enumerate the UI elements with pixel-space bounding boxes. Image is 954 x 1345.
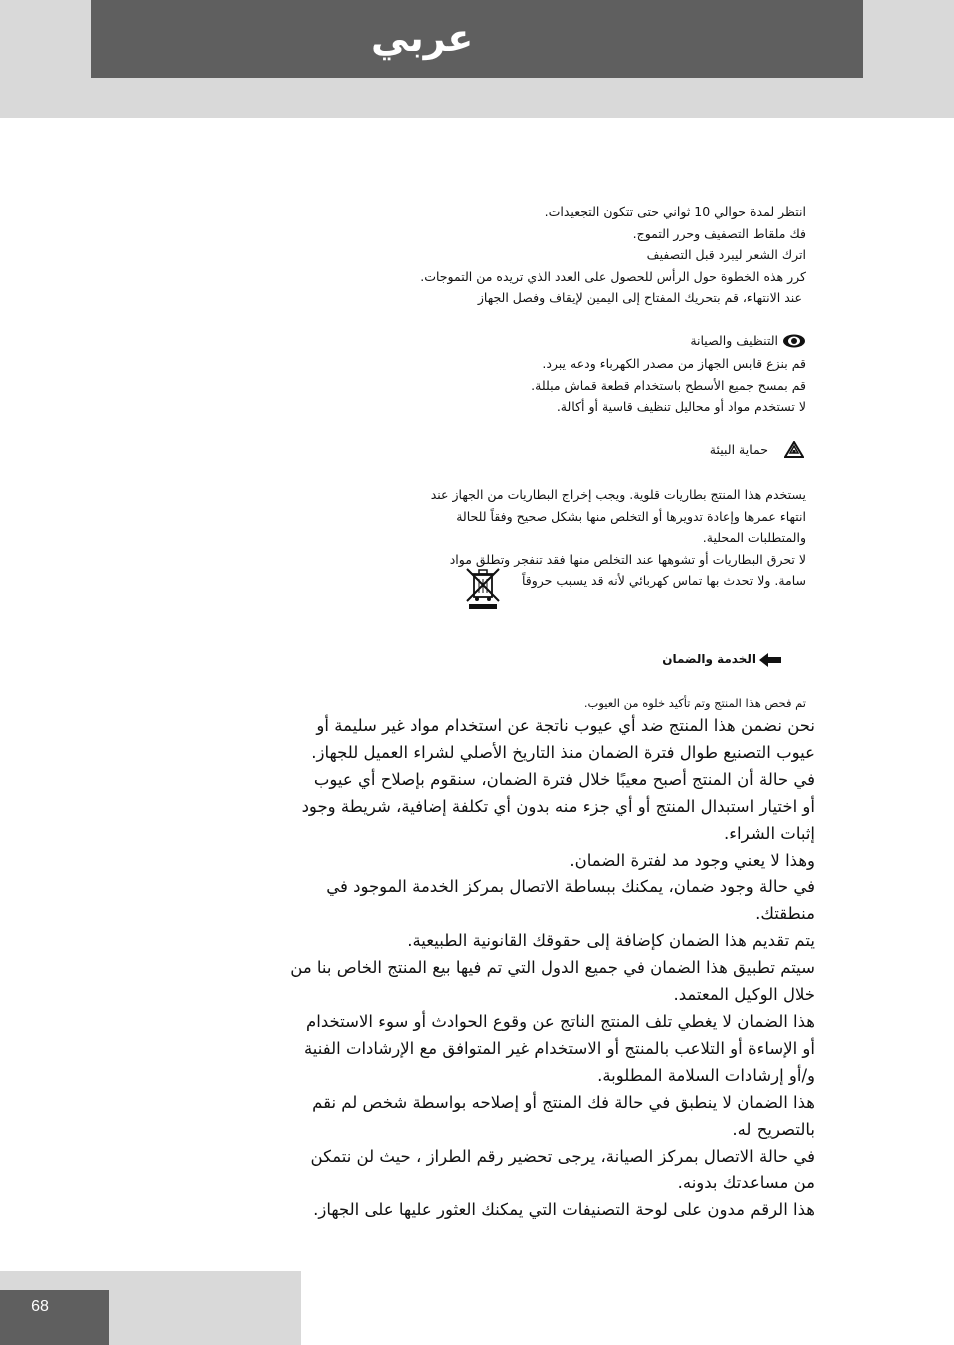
warranty-text [290,713,815,1224]
list-item: يتم تقديم هذا الضمان كإضافة إلى حقوقك القانونية الطبيعية. [407,931,815,951]
environment-lines [396,484,806,592]
list-item: لا تستخدم مواد أو محاليل تنظيف قاسية أو أكالة. [556,399,806,414]
list-item: نحن نضمن هذا المنتج ضد أي عيوب ناتجة عن استخدام مواد غير سليمة أو [316,716,815,735]
service-intro: تم فحص هذا المنتج وتم تأكيد خلوه من العيوب. [583,696,806,710]
header-box [91,0,863,78]
environment-heading-text: حماية البيئة [709,442,768,457]
list-item: خلال الوكيل المعتمد. [673,985,815,1005]
service-heading-text: الخدمة والضمان [662,652,756,666]
service-heading [662,649,782,671]
list-item: هذا الضمان لا يغطي تلف المنتج الناتج عن وقوع الحوادث أو سوء الاستخدام [306,1011,815,1031]
list-item: من مساعدتك بدونه. [677,1173,815,1193]
list-item: كرر هذه الخطوة حول الرأس للحصول على العدد الذي تريده من التموجات. [420,268,806,284]
page-number: 68 [31,1298,49,1315]
list-item: في حالة أن المنتج أصبح معيبًا خلال فترة الضمان، سنقوم بإصلاح أي عيوب [313,769,815,789]
list-item: أو الإساءة أو التلاعب بالمنتج أو الاستخدام غير المتوافق مع الإرشادات الفنية [303,1038,815,1058]
list-item: في حالة الاتصال بمركز الصيانة، يرجى تحضير رقم الطراز ، حيث لن نتمكن [310,1146,815,1166]
list-item: هذا الضمان لا ينطبق في حالة فك المنتج أو إصلاحه بواسطة شخص لم نقم [312,1092,815,1112]
arrow-left-icon [758,651,782,669]
list-item: أو اختيار استبدال المنتج أو أي جزء منه بدون أي تكلفة إضافية، شريطة وجود [301,796,815,816]
environment-heading [710,439,806,461]
recycle-icon [782,441,806,459]
intro-steps [386,201,806,309]
list-item: انتظر لمدة حوالي 10 ثواني حتى تتكون التجعيدات. [544,204,806,219]
list-item: منطقتك. [755,904,815,924]
list-item: عيوب التصنيع طوال فترة الضمان منذ التاريخ الأصلي لشراء العميل للجهاز. [311,742,815,762]
eye-icon [782,332,806,350]
list-item: هذا الرقم مدون على لوحة التصنيفات التي يمكنك العثور عليها على الجهاز. [313,1200,815,1220]
list-item: بالتصريح له. [732,1119,815,1139]
list-item: اترك الشعر ليبرد قبل التصفيف [646,247,806,262]
cleaning-heading-text: التنظيف والصيانة [690,333,778,348]
list-item: إثبات الشراء. [724,823,815,843]
page-language-title: عربي [371,16,474,60]
list-item: قم بنزع قابس الجهاز من مصدر الكهرباء ودعه يبرد. [542,356,806,371]
list-item: فك ملقاط التصفيف وحرر التموج. [632,225,806,241]
list-item: سيتم تطبيق هذا الضمان في جميع الدول التي تم فيها بيع المنتج الخاص بنا من [290,958,815,978]
list-item: وهذا لا يعني وجود مد لفترة الضمان. [569,850,815,870]
list-item: لا تحرق البطاريات أو تشوهها عند التخلص منها فقد تنفجر وتطلق مواد [449,551,806,567]
list-item: قم بمسح جميع الأسطح باستخدام قطعة قماش مبللة. [531,377,806,393]
list-item: انتهاء عمرها وإعادة تدويرها أو التخلص منها بشكل صحيح وفقاً للحالة [456,508,806,524]
list-item: والمتطلبات المحلية. [702,530,806,545]
list-item: يستخدم هذا المنتج بطاريات قلوية. ويجب إخراج البطاريات من الجهاز عند [430,487,806,502]
crossed-out-bin-icon [463,566,503,612]
page-number-box [0,1290,109,1345]
list-item: في حالة وجود ضمان، يمكنك ببساطة الاتصال بمركز الخدمة الموجود في [326,877,815,897]
list-item: عند الانتهاء، قم بتحريك المفتاح إلى اليمين لإيقاف وفصل الجهاز [477,290,802,305]
cleaning-lines [446,353,806,418]
cleaning-heading [690,330,806,352]
list-item: و/أو إرشادات السلامة المطلوبة. [597,1065,815,1085]
list-item: سامة. ولا تحدث بها تماس كهربائي لأنه قد يسبب حروقاً [521,573,806,588]
